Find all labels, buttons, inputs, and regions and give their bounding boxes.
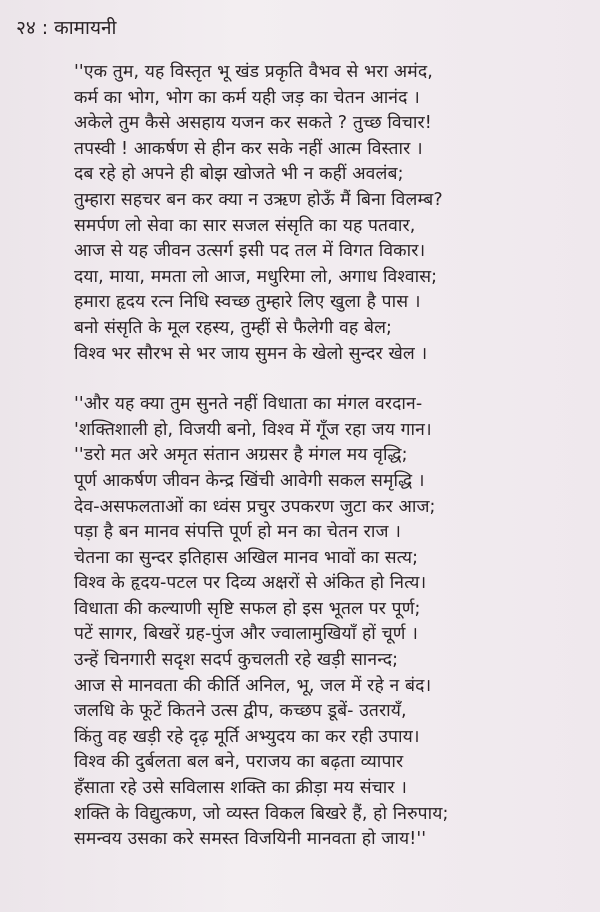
poem-line: दया, माया, ममता लो आज, मधुरिमा लो, अगाध विश्वास; [74,266,438,287]
poem-line: 'शक्तिशाली हो, विजयी बनो, विश्व में गूँज रहा जय गान। [74,419,432,440]
poem-line: विश्व के हृदय-पटल पर दिव्य अक्षरों से अंकित हो नित्य। [74,573,427,594]
poem-line: आज से मानवता की कीर्ति अनिल, भू, जल में रहे न बंद। [74,675,432,696]
poem-line: तुम्हारा सहचर बन कर क्या न उऋण होऊँ मैं बिना विलम्ब? [74,189,443,210]
poem-line: तपस्वी ! आकर्षण से हीन कर सके नहीं आत्म विस्तार । [74,138,423,159]
poem-line: जलधि के फूटें कितने उत्स द्वीप, कच्छप डूबें- उतरायँ, [74,701,407,722]
poem-line: आज से यह जीवन उत्सर्ग इसी पद तल में विगत विकार। [74,241,426,262]
poem-line: देव-असफलताओं का ध्वंस प्रचुर उपकरण जुटा कर आज; [74,496,436,517]
page-number: २४ [16,17,36,39]
stanza [74,60,590,367]
poem-line: पूर्ण आकर्षण जीवन केन्द्र खिंची आवेगी सकल समृद्धि । [74,470,425,491]
poem-line: विश्व भर सौरभ से भर जाय सुमन के खेलो सुन्दर खेल । [74,343,428,364]
poem-line: अकेले तुम कैसे असहाय यजन कर सकते ? तुच्छ विचार! [74,113,432,134]
poem-line: पटें सागर, बिखरें ग्रह-पुंज और ज्वालामुखियाँ हों चूर्ण । [74,624,418,645]
poem-line: हमारा हृदय रत्न निधि स्वच्छ तुम्हारे लिए खुला है पास । [74,292,421,313]
poem-line: चेतना का सुन्दर इतिहास अखिल मानव भावों का सत्य; [74,547,419,568]
poem-line: विश्व की दुर्बलता बल बने, पराजय का बढ़ता व्यापार [74,752,404,773]
poem-text [74,60,590,853]
book-title: कामायनी [54,17,117,39]
poem-line: शक्ति के विद्युत्कण, जो व्यस्त विकल बिखरे हैं, हो निरुपाय; [74,803,449,824]
header-separator: : [41,17,49,39]
poem-line: किंतु वह खड़ी रहे दृढ़ मूर्ति अभ्युदय का कर रही उपाय। [74,726,420,747]
poem-line: विधाता की कल्याणी सृष्टि सफल हो इस भूतल पर पूर्ण; [74,598,421,619]
poem-line: बनो संसृति के मूल रहस्य, तुम्हीं से फैलेगी वह बेल; [74,317,393,338]
poem-line: दब रहे हो अपने ही बोझ खोजते भी न कहीं अवलंब; [74,164,404,185]
poem-line: उन्हें चिनगारी सदृश सदर्प कुचलती रहे खड़ी सानन्द; [74,650,399,671]
poem-line: समन्वय उसका करे समस्त विजयिनी मानवता हो जाय!'' [74,829,427,850]
poem-line: समर्पण लो सेवा का सार सजल संसृति का यह पतवार, [74,215,416,236]
poem-line: कर्म का भोग, भोग का कर्म यही जड़ का चेतन आनंद । [74,87,420,108]
page-header [16,14,116,42]
poem-line: ''और यह क्या तुम सुनते नहीं विधाता का मंगल वरदान- [74,394,423,415]
poem-line: ''डरो मत अरे अमृत संतान अग्रसर है मंगल मय वृद्धि; [74,445,408,466]
poem-line: हँसाता रहे उसे सविलास शक्ति का क्रीड़ा मय संचार । [74,778,408,799]
poem-line: ''एक तुम, यह विस्तृत भू खंड प्रकृति वैभव से भरा अमंद, [74,62,433,82]
poem-line: पड़ा है बन मानव संपत्ति पूर्ण हो मन का चेतन राज । [74,522,401,543]
stanza [74,392,590,853]
